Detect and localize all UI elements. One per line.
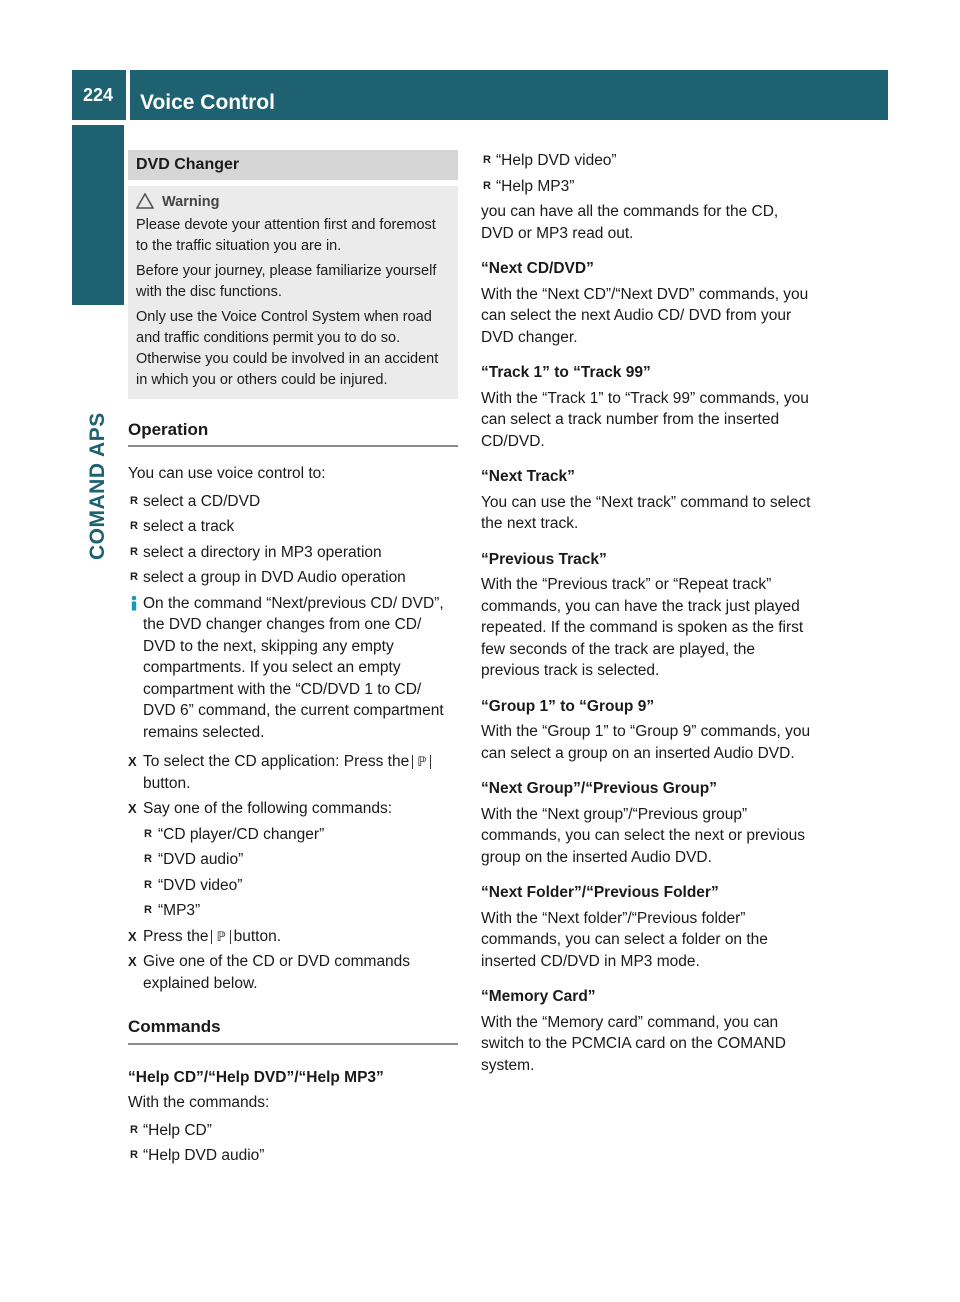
warning-title-text: Warning [162, 193, 220, 210]
list-item: R “DVD audio” [128, 849, 458, 871]
warning-p3: Only use the Voice Control System when road and traffic conditions permit you to do so. Otherwise you could be involved in an accident in which you or others could be injured. [136, 308, 439, 388]
command-title: “Group 1” to “Group 9” [481, 697, 655, 715]
left-column [128, 150, 458, 1171]
page-number: 224 [82, 85, 114, 105]
voice-button-icon: ℙ [412, 755, 431, 769]
list-item: R “Help DVD video” [481, 150, 814, 172]
list-item: R “MP3” [128, 900, 458, 922]
command-text: With the “Group 1” to “Group 9” commands, you can select a group on an inserted Audio DVD. [481, 723, 811, 762]
operation-intro: You can use voice control to: [128, 465, 326, 482]
step-item: X Say one of the following commands: [128, 798, 458, 820]
command-text: You can use the “Next track” command to select the next track. [481, 493, 811, 532]
dvd-changer-heading: DVD Changer [128, 150, 458, 180]
command-text: With the “Memory card” command, you can switch to the PCMCIA card on the COMAND system. [481, 1013, 786, 1074]
list-item: R select a CD/DVD [128, 491, 458, 513]
list-item: R select a track [128, 516, 458, 538]
step1-pre: To select the CD application: Press the [143, 753, 410, 770]
step-item [128, 926, 458, 948]
info-text: On the command “Next/previous CD/ DVD”, the DVD changer changes from one CD/ DVD to the next, skipping any empty compartments. If you select an empty compartment with the “CD/DVD 1 to CD/ DVD 6” command, the current compartment remains selected. [143, 594, 444, 741]
list-item: R “Help DVD audio” [128, 1145, 458, 1167]
info-note [128, 593, 458, 744]
voice-button-icon: ℙ [211, 930, 230, 944]
command-title: “Next Group”/“Previous Group” [481, 780, 717, 797]
command-title: “Previous Track” [481, 550, 607, 568]
help-command-title: “Help CD”/“Help DVD”/“Help MP3” [128, 1068, 384, 1086]
side-label [72, 310, 124, 560]
info-icon [128, 595, 140, 611]
warning-p1: Please devote your attention first and foremost to the traffic situation you are in. [136, 216, 436, 254]
command-text: With the “Next group”/“Previous group” commands, you can select the next or previous group on the inserted Audio DVD. [481, 805, 805, 866]
right-column [481, 150, 814, 1082]
help-tail: you can have all the commands for the CD, DVD or MP3 read out. [481, 203, 779, 242]
list-item: R “Help MP3” [481, 176, 814, 198]
header-separator [126, 70, 130, 120]
command-title: “Track 1” to “Track 99” [481, 364, 651, 381]
list-item: R “Help CD” [128, 1120, 458, 1142]
command-title: “Next Track” [481, 468, 575, 485]
step-item: X Give one of the CD or DVD commands explained below. [128, 951, 458, 994]
step3-post: button. [233, 927, 282, 945]
list-item: R “DVD video” [128, 875, 458, 897]
command-text: With the “Next folder”/“Previous folder” commands, you can select a folder on the inserted CD/DVD in MP3 mode. [481, 909, 768, 970]
help-intro: With the commands: [128, 1094, 270, 1111]
step1-post: button. [143, 774, 191, 792]
warning-p2: Before your journey, please familiarize yourself with the disc functions. [136, 262, 437, 300]
command-title: “Next Folder”/“Previous Folder” [481, 884, 719, 901]
command-text: With the “Previous track” or “Repeat track” commands, you can have the track just played repeated. If the command is spoken as the first few seconds of the track are played, the previous track is selected. [481, 576, 804, 679]
side-label-text: COMAND APS [86, 412, 109, 560]
list-item: R “CD player/CD changer” [128, 824, 458, 846]
warning-box [128, 186, 458, 399]
page-title: Voice Control [140, 91, 275, 114]
step-item [128, 751, 458, 794]
command-title: “Next CD/DVD” [481, 260, 594, 277]
operation-heading: Operation [128, 419, 458, 448]
command-text: With the “Next CD”/“Next DVD” commands, you can select the next Audio CD/ DVD from your DVD changer. [481, 285, 809, 346]
list-item: R select a directory in MP3 operation [128, 542, 458, 564]
side-tab [72, 125, 124, 305]
step3-pre: Press the [143, 927, 209, 945]
list-item: R select a group in DVD Audio operation [128, 567, 458, 589]
command-title: “Memory Card” [481, 988, 596, 1005]
warning-triangle-icon [136, 193, 154, 209]
warning-title [136, 192, 450, 213]
command-text: With the “Track 1” to “Track 99” commands, you can select a track number from the inserted CD/DVD. [481, 389, 809, 450]
commands-heading: Commands [128, 1016, 458, 1045]
